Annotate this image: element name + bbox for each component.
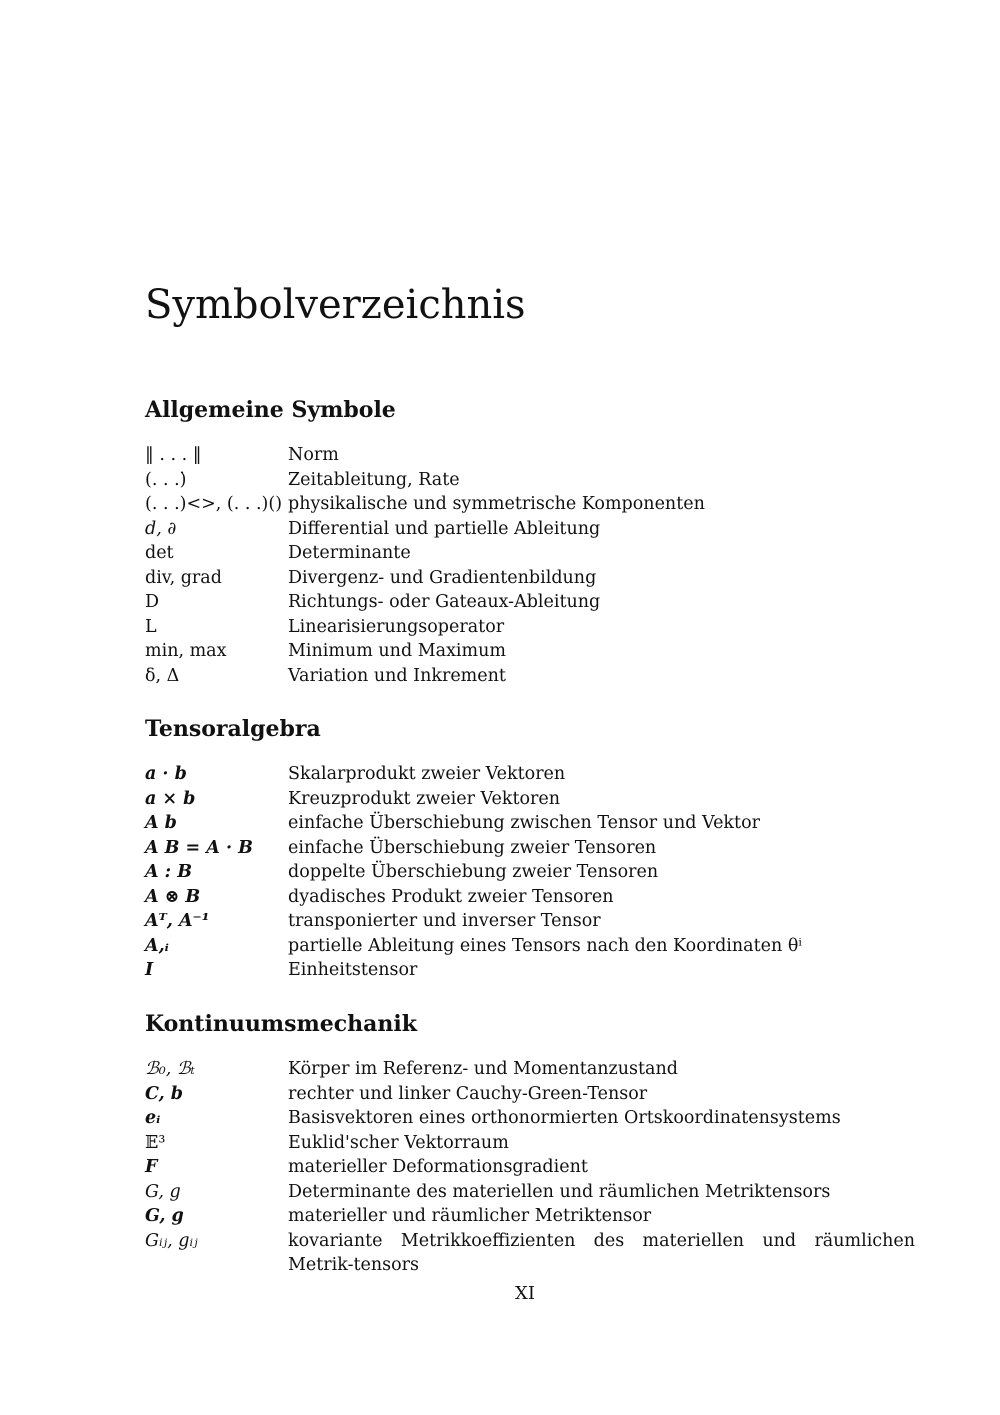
symbol-entry (145, 1106, 915, 1131)
symbol-entry (145, 1229, 915, 1278)
symbol-entry (145, 909, 915, 934)
section-heading: Allgemeine Symbole (145, 397, 396, 423)
symbol-description: transponierter und inverser Tensor (288, 911, 601, 931)
symbol-entry (145, 811, 915, 836)
symbol: (. . .)<>, (. . .)() (145, 494, 283, 514)
symbol: D (145, 592, 160, 612)
symbol-entry (145, 762, 915, 787)
symbol: A b (145, 813, 177, 833)
symbol: min, max (145, 641, 227, 661)
symbol: ℬ₀, ℬₜ (145, 1059, 195, 1079)
symbol: Aᵀ, A⁻¹ (145, 911, 210, 931)
symbol-description: Basisvektoren eines orthonormierten Ortskoordinatensystems (288, 1108, 841, 1128)
symbol-description: materieller und räumlicher Metriktensor (288, 1206, 652, 1226)
symbol-description: Euklid'scher Vektorraum (288, 1132, 509, 1153)
symbol-description: Zeitableitung, Rate (288, 469, 460, 490)
symbol-entry (145, 468, 915, 493)
symbol-description: Differential und partielle Ableitung (288, 518, 601, 539)
symbol-entry (145, 566, 915, 591)
symbol-description: Minimum und Maximum (288, 641, 506, 661)
symbol-entry (145, 492, 915, 517)
symbol-entry (145, 590, 915, 615)
section-heading: Kontinuumsmechanik (145, 1011, 417, 1037)
symbol: L (145, 616, 157, 637)
symbol: a · b (145, 764, 187, 784)
symbol: det (145, 543, 174, 563)
symbol-description: doppelte Überschiebung zweier Tensoren (288, 862, 659, 882)
symbol-entry (145, 541, 915, 566)
symbol: C, b (145, 1083, 184, 1104)
symbol: div, grad (145, 567, 222, 588)
symbol-entry (145, 1057, 915, 1082)
symbol-description: einfache Überschiebung zweier Tensoren (288, 837, 657, 858)
symbol-entry (145, 517, 915, 542)
symbol: F (145, 1157, 158, 1177)
symbol-description: einfache Überschiebung zwischen Tensor und Vektor (288, 813, 760, 833)
symbol: eᵢ (145, 1108, 161, 1128)
symbol: 𝔼³ (145, 1132, 166, 1153)
symbol-entry (145, 885, 915, 910)
symbol: δ, Δ (145, 665, 180, 686)
symbol-description: Richtungs- oder Gateaux-Ableitung (288, 592, 601, 612)
symbol-description: Skalarprodukt zweier Vektoren (288, 764, 566, 784)
symbol-description: Linearisierungsoperator (288, 616, 505, 637)
symbol: ‖ . . . ‖ (145, 445, 202, 465)
symbol: A,ᵢ (145, 935, 169, 956)
symbol: A ⊗ B (145, 886, 201, 907)
symbol: (. . .)̇ (145, 469, 187, 490)
symbol-entry (145, 787, 915, 812)
symbol-description: Einheitstensor (288, 960, 418, 980)
symbol: G, g (145, 1181, 181, 1202)
symbol-description: Variation und Inkrement (288, 665, 506, 686)
section-kontinuumsmechanik (145, 1009, 915, 1278)
symbol-description: dyadisches Produkt zweier Tensoren (288, 886, 614, 907)
symbol-description: Kreuzprodukt zweier Vektoren (288, 788, 561, 809)
page-title: Symbolverzeichnis (145, 282, 526, 328)
symbol-entry (145, 1155, 915, 1180)
symbol-description: Körper im Referenz- und Momentanzustand (288, 1059, 678, 1079)
symbol: d, ∂ (145, 518, 177, 539)
symbol-entry (145, 1180, 915, 1205)
page-number: XI (515, 1283, 535, 1304)
symbol-entry (145, 615, 915, 640)
symbol-description: partielle Ableitung eines Tensors nach den Koordinaten θⁱ (288, 935, 802, 956)
symbol-description: Determinante des materiellen und räumlichen Metriktensors (288, 1181, 831, 1202)
section-tensoralgebra (145, 714, 915, 983)
symbol-entry (145, 860, 915, 885)
symbol-entry (145, 1082, 915, 1107)
symbol-description: Norm (288, 445, 339, 465)
symbol-description: physikalische und symmetrische Komponenten (288, 494, 705, 514)
symbol-entry (145, 934, 915, 959)
section-allgemeine-symbole (145, 395, 915, 688)
symbol-entry (145, 958, 915, 983)
symbol-entry (145, 664, 915, 689)
symbol: A : B (145, 862, 193, 882)
section-heading: Tensoralgebra (145, 716, 321, 742)
symbol-description: Determinante (288, 543, 411, 563)
symbol-entry (145, 836, 915, 861)
symbol-entry (145, 1131, 915, 1156)
symbol-description: rechter und linker Cauchy-Green-Tensor (288, 1083, 648, 1104)
symbol-description: materieller Deformationsgradient (288, 1157, 588, 1177)
symbol: A B = A · B (145, 837, 253, 858)
symbol: Gᵢⱼ, gᵢⱼ (145, 1230, 198, 1251)
symbol-entry (145, 1204, 915, 1229)
symbol-description: Divergenz- und Gradientenbildung (288, 567, 597, 588)
symbol: G, g (145, 1206, 184, 1226)
symbol-description: kovariante Metrikkoeffizienten des materiellen und räumlichen Metrik-tensors (288, 1230, 915, 1275)
symbol: a × b (145, 788, 196, 809)
symbol-entry (145, 443, 915, 468)
symbol: I (145, 960, 154, 980)
symbol-entry (145, 639, 915, 664)
